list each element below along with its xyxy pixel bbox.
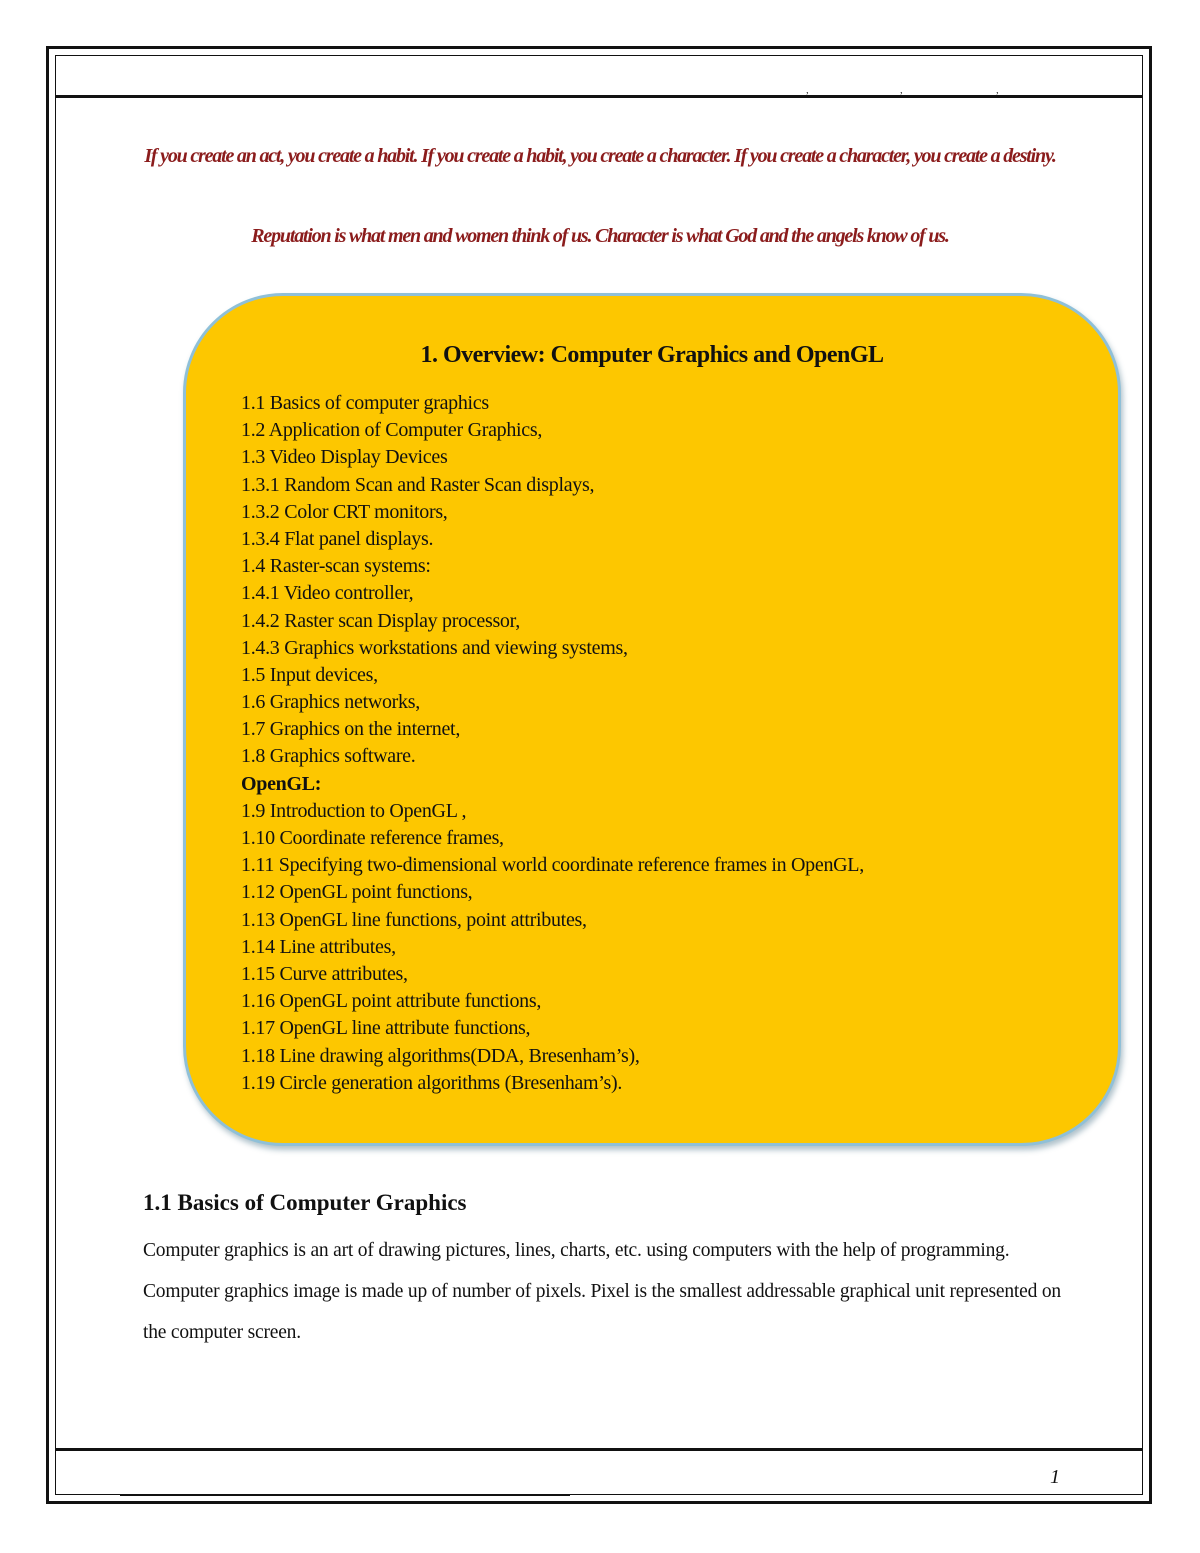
quote-reputation: Reputation is what men and women think of us. Character is what God and the angels know of us.: [251, 225, 949, 247]
topic-item: 1.15 Curve attributes,: [241, 962, 408, 985]
topic-item: 1.4.3 Graphics workstations and viewing systems,: [241, 636, 628, 659]
overview-title: 1. Overview: Computer Graphics and OpenGL: [420, 342, 884, 368]
topic-item: 1.10 Coordinate reference frames,: [241, 827, 504, 849]
topic-item: 1.11 Specifying two-dimensional world coordinate reference frames in OpenGL,: [241, 854, 864, 877]
topic-item: 1.9 Introduction to OpenGL ,: [241, 799, 467, 822]
topic-item: 1.4 Raster-scan systems:: [241, 555, 431, 578]
topic-item: 1.18 Line drawing algorithms(DDA, Bresenham’s),: [241, 1044, 640, 1067]
topic-item: 1.12 OpenGL point functions,: [241, 881, 473, 904]
topic-item: 1.3.4 Flat panel displays.: [241, 527, 434, 550]
header-mark: ,: [996, 84, 999, 96]
topic-group-heading: OpenGL:: [241, 772, 322, 795]
topic-item: 1.3.1 Random Scan and Raster Scan displays,: [241, 473, 595, 496]
footer-underline: [120, 1495, 570, 1496]
page-number: 1: [1050, 1466, 1060, 1488]
header-rule: [55, 95, 1143, 98]
topic-item: 1.4.1 Video controller,: [241, 582, 414, 605]
topic-item: 1.2 Application of Computer Graphics,: [241, 419, 543, 442]
topic-item: 1.3.2 Color CRT monitors,: [241, 500, 448, 523]
topic-item: 1.14 Line attributes,: [241, 935, 396, 958]
topic-item: 1.8 Graphics software.: [241, 745, 416, 768]
section-heading: 1.1 Basics of Computer Graphics: [143, 1190, 467, 1215]
topic-item: 1.4.2 Raster scan Display processor,: [241, 609, 520, 632]
topic-item: 1.19 Circle generation algorithms (Bresenham’s).: [241, 1071, 623, 1094]
header-mark: ,: [806, 84, 809, 96]
topic-item: 1.13 OpenGL line functions, point attributes,: [241, 908, 587, 931]
overview-topic-list: [241, 390, 864, 1097]
topic-item: 1.17 OpenGL line attribute functions,: [241, 1017, 531, 1040]
topic-item: 1.3 Video Display Devices: [241, 446, 448, 469]
footer-rule: [55, 1448, 1143, 1451]
topic-item: 1.16 OpenGL point attribute functions,: [241, 990, 542, 1013]
section-paragraph: Computer graphics is an art of drawing pictures, lines, charts, etc. using computers with the help of programming. Computer graphics image is made up of number of pixels. Pixel is the smallest addressable graphical unit represented on the computer screen.: [143, 1240, 1061, 1343]
topic-item: 1.7 Graphics on the internet,: [241, 718, 461, 741]
header-mark: ,: [900, 84, 903, 96]
quote-habit: If you create an act, you create a habit. If you create a habit, you create a character. If you create a character, you create a destiny.: [144, 145, 1056, 167]
topic-item: 1.5 Input devices,: [241, 663, 378, 686]
topic-item: 1.6 Graphics networks,: [241, 691, 420, 714]
topic-item: 1.1 Basics of computer graphics: [241, 392, 489, 414]
